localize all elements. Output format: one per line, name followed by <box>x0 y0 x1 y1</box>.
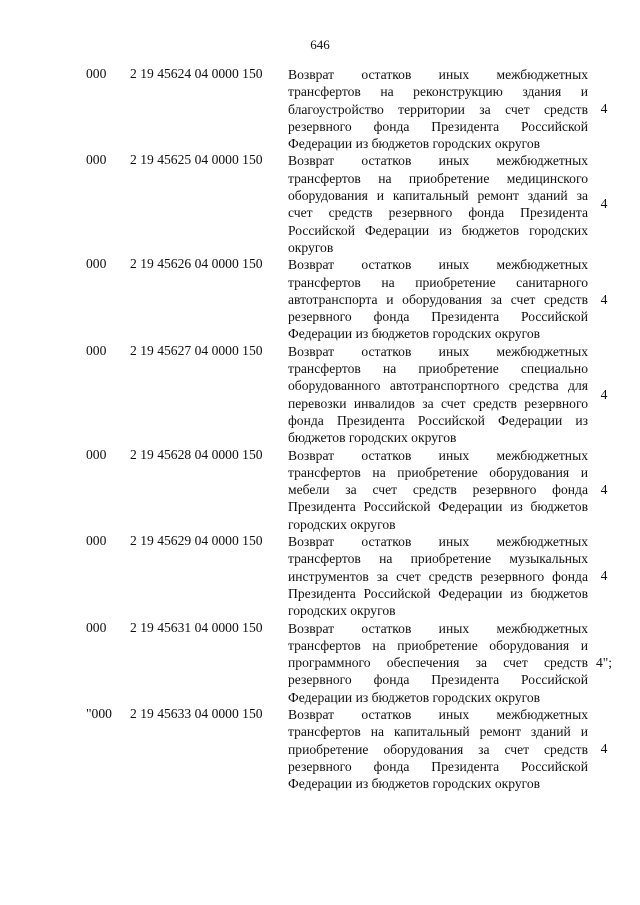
budget-classification-code: 2 19 45628 04 0000 150 <box>130 446 263 462</box>
table-row <box>0 343 640 447</box>
revenue-name: Возврат остатков иных межбюджетных трансфертов на приобретение санитарного автотранспорта и оборудования за счет средств резервного фонда Президента Российской Федерации из бюджетов городских округов <box>288 257 588 342</box>
standard-value: 4 <box>600 291 608 307</box>
budget-classification-code: 2 19 45624 04 0000 150 <box>130 66 263 81</box>
table-row <box>0 447 640 533</box>
revenue-name: Возврат остатков иных межбюджетных трансфертов на приобретение оборудования и мебели за счет средств резервного фонда Президента Российской Федерации из бюджетов городских округов <box>288 447 588 532</box>
budget-codes-table <box>0 66 640 792</box>
admin-code: 000 <box>86 152 107 168</box>
revenue-name: Возврат остатков иных межбюджетных трансфертов на приобретение специально оборудованного автотранспортного средства для перевозки инвалидов за счет средств резервного фонда Президента Российской Федерации из бюджетов городских округов <box>288 343 588 446</box>
revenue-name: Возврат остатков иных межбюджетных трансфертов на приобретение музыкальных инструментов за счет средств резервного фонда Президента Российской Федерации из бюджетов городских округов <box>288 534 588 619</box>
standard-value: 4 <box>600 741 608 757</box>
admin-code: 000 <box>86 533 107 549</box>
table-row <box>0 706 640 792</box>
standard-value: 4 <box>600 196 608 212</box>
budget-classification-code: 2 19 45633 04 0000 150 <box>130 705 263 721</box>
admin-code: 000 <box>86 66 107 81</box>
standard-value: 4 <box>600 568 608 584</box>
budget-classification-code: 2 19 45631 04 0000 150 <box>130 619 263 635</box>
revenue-name: Возврат остатков иных межбюджетных трансфертов на капитальный ремонт зданий и приобретение оборудования за счет средств резервного фонда Президента Российской Федерации из бюджетов городских округов <box>288 706 588 792</box>
table-row <box>0 66 640 152</box>
standard-value: 4"; <box>595 654 613 670</box>
revenue-name: Возврат остатков иных межбюджетных трансфертов на реконструкцию здания и благоустройство территории за счет средств резервного фонда Президента Российской Федерации из бюджетов городских округов <box>288 67 588 152</box>
admin-code: 000 <box>86 619 107 635</box>
admin-code: 000 <box>86 342 107 358</box>
admin-code: 000 <box>86 256 107 272</box>
table-row <box>0 152 640 256</box>
page-number: 646 <box>310 37 330 52</box>
table-row <box>0 533 640 619</box>
revenue-name: Возврат остатков иных межбюджетных трансфертов на приобретение медицинского оборудования и капитальный ремонт зданий за счет средств резервного фонда Президента Российской Федерации из бюджетов городских округов <box>288 153 588 255</box>
budget-classification-code: 2 19 45627 04 0000 150 <box>130 342 263 358</box>
table-row <box>0 620 640 706</box>
admin-code: 000 <box>86 446 107 462</box>
budget-classification-code: 2 19 45629 04 0000 150 <box>130 533 263 549</box>
standard-value: 4 <box>600 101 608 117</box>
standard-value: 4 <box>600 386 608 402</box>
standard-value: 4 <box>600 481 608 497</box>
budget-classification-code: 2 19 45626 04 0000 150 <box>130 256 263 272</box>
budget-classification-code: 2 19 45625 04 0000 150 <box>130 152 263 168</box>
table-row <box>0 256 640 342</box>
admin-code: "000 <box>86 705 112 721</box>
revenue-name: Возврат остатков иных межбюджетных трансфертов на приобретение оборудования и программного обеспечения за счет средств резервного фонда Президента Российской Федерации из бюджетов городских округов <box>288 620 588 705</box>
